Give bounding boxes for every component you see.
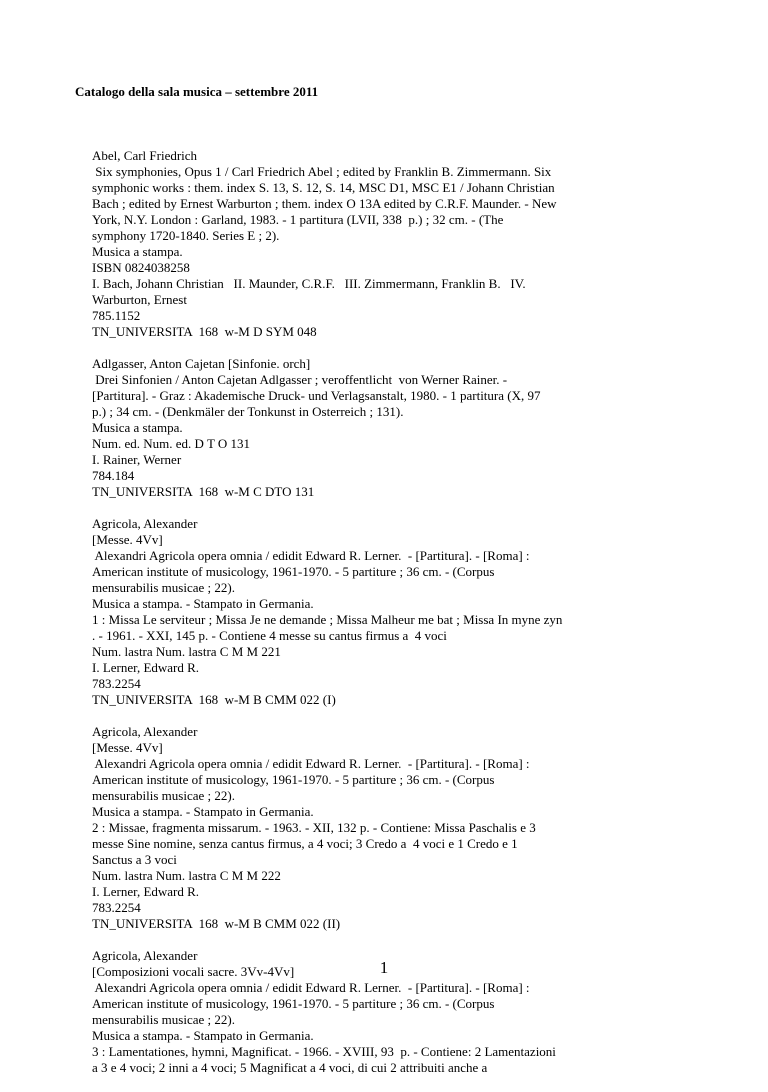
entry-line: Musica a stampa. - Stampato in Germania. xyxy=(92,804,314,819)
entry-line: TN_UNIVERSITA 168 w-M C DTO 131 xyxy=(92,484,315,499)
entry-line: Alexandri Agricola opera omnia / edidit Edward R. Lerner. - [Partitura]. - [Roma] : xyxy=(92,548,530,563)
entry-line: p.) ; 34 cm. - (Denkmäler der Tonkunst in Osterreich ; 131). xyxy=(92,404,404,419)
entry-line: York, N.Y. London : Garland, 1983. - 1 partitura (LVII, 338 p.) ; 32 cm. - (The xyxy=(92,212,504,227)
entry-line: Musica a stampa. - Stampato in Germania. xyxy=(92,596,314,611)
entry-line: Six symphonies, Opus 1 / Carl Friedrich Abel ; edited by Franklin B. Zimmermann. Six xyxy=(92,164,552,179)
catalog-entries xyxy=(92,148,692,1092)
page-title: Catalogo della sala musica – settembre 2011 xyxy=(75,84,319,99)
catalog-entry xyxy=(92,724,692,932)
entry-line: [Composizioni vocali sacre. 3Vv-4Vv] xyxy=(92,964,295,979)
entry-line: American institute of musicology, 1961-1970. - 5 partiture ; 36 cm. - (Corpus xyxy=(92,564,495,579)
entry-line: Warburton, Ernest xyxy=(92,292,187,307)
entry-line: Abel, Carl Friedrich xyxy=(92,148,198,163)
entry-line: TN_UNIVERSITA 168 w-M D SYM 048 xyxy=(92,324,317,339)
entry-line: [Partitura]. - Graz : Akademische Druck- und Verlagsanstalt, 1980. - 1 partitura (X, 97 xyxy=(92,388,541,403)
entry-line: a 3 e 4 voci; 2 inni a 4 voci; 5 Magnificat a 4 voci, di cui 2 attribuiti anche a xyxy=(92,1060,488,1075)
entry-line: Agricola, Alexander xyxy=(92,724,198,739)
entry-line: Musica a stampa. xyxy=(92,244,183,259)
entry-line: Drei Sinfonien / Anton Cajetan Adlgasser ; veroffentlicht von Werner Rainer. - xyxy=(92,372,508,387)
page-number: 1 xyxy=(379,958,389,977)
entry-line: American institute of musicology, 1961-1970. - 5 partiture ; 36 cm. - (Corpus xyxy=(92,772,495,787)
entry-line: mensurabilis musicae ; 22). xyxy=(92,580,235,595)
entry-line: I. Lerner, Edward R. xyxy=(92,660,200,675)
entry-line: 783.2254 xyxy=(92,676,141,691)
entry-line: Num. ed. Num. ed. D T O 131 xyxy=(92,436,251,451)
entry-line: Sanctus a 3 voci xyxy=(92,852,177,867)
entry-line: ISBN 0824038258 xyxy=(92,260,190,275)
entry-line: 783.2254 xyxy=(92,900,141,915)
entry-line: Bach ; edited by Ernest Warburton ; them. index O 13A edited by C.R.F. Maunder. - New xyxy=(92,196,557,211)
entry-line: Alexandri Agricola opera omnia / edidit Edward R. Lerner. - [Partitura]. - [Roma] : xyxy=(92,980,530,995)
entry-line: I. Rainer, Werner xyxy=(92,452,182,467)
catalog-entry xyxy=(92,148,692,340)
entry-line: Adlgasser, Anton Cajetan [Sinfonie. orch] xyxy=(92,356,311,371)
entry-line: Musica a stampa. xyxy=(92,420,183,435)
entry-line: Num. lastra Num. lastra C M M 222 xyxy=(92,868,281,883)
entry-line: [Messe. 4Vv] xyxy=(92,532,163,547)
entry-line: symphonic works : them. index S. 13, S. 12, S. 14, MSC D1, MSC E1 / Johann Christian xyxy=(92,180,555,195)
entry-line: 3 : Lamentationes, hymni, Magnificat. - 1966. - XVIII, 93 p. - Contiene: 2 Lamentazioni xyxy=(92,1044,556,1059)
entry-line: . - 1961. - XXI, 145 p. - Contiene 4 messe su cantus firmus a 4 voci xyxy=(92,628,447,643)
entry-line: I. Bach, Johann Christian II. Maunder, C.R.F. III. Zimmermann, Franklin B. IV. xyxy=(92,276,526,291)
catalog-entry xyxy=(92,356,692,500)
entry-line: 1 : Missa Le serviteur ; Missa Je ne demande ; Missa Malheur me bat ; Missa In myne zyn xyxy=(92,612,563,627)
entry-line: [Messe. 4Vv] xyxy=(92,740,163,755)
entry-line: TN_UNIVERSITA 168 w-M B CMM 022 (I) xyxy=(92,692,336,707)
entry-line: 785.1152 xyxy=(92,308,141,323)
entry-line: mensurabilis musicae ; 22). xyxy=(92,1012,235,1027)
entry-line: mensurabilis musicae ; 22). xyxy=(92,788,235,803)
entry-line: I. Lerner, Edward R. xyxy=(92,884,200,899)
entry-line: 784.184 xyxy=(92,468,135,483)
entry-line: Alexandri Agricola opera omnia / edidit Edward R. Lerner. - [Partitura]. - [Roma] : xyxy=(92,756,530,771)
entry-line: Musica a stampa. - Stampato in Germania. xyxy=(92,1028,314,1043)
entry-line: Num. lastra Num. lastra C M M 221 xyxy=(92,644,281,659)
entry-line: TN_UNIVERSITA 168 w-M B CMM 022 (II) xyxy=(92,916,341,931)
catalog-entry xyxy=(92,516,692,708)
entry-line: American institute of musicology, 1961-1970. - 5 partiture ; 36 cm. - (Corpus xyxy=(92,996,495,1011)
entry-line: Agricola, Alexander xyxy=(92,948,198,963)
entry-line: symphony 1720-1840. Series E ; 2). xyxy=(92,228,280,243)
entry-line: messe Sine nomine, senza cantus firmus, a 4 voci; 3 Credo a 4 voci e 1 Credo e 1 xyxy=(92,836,518,851)
entry-line: 2 : Missae, fragmenta missarum. - 1963. - XII, 132 p. - Contiene: Missa Paschalis e 3 xyxy=(92,820,536,835)
entry-line: Agricola, Alexander xyxy=(92,516,198,531)
